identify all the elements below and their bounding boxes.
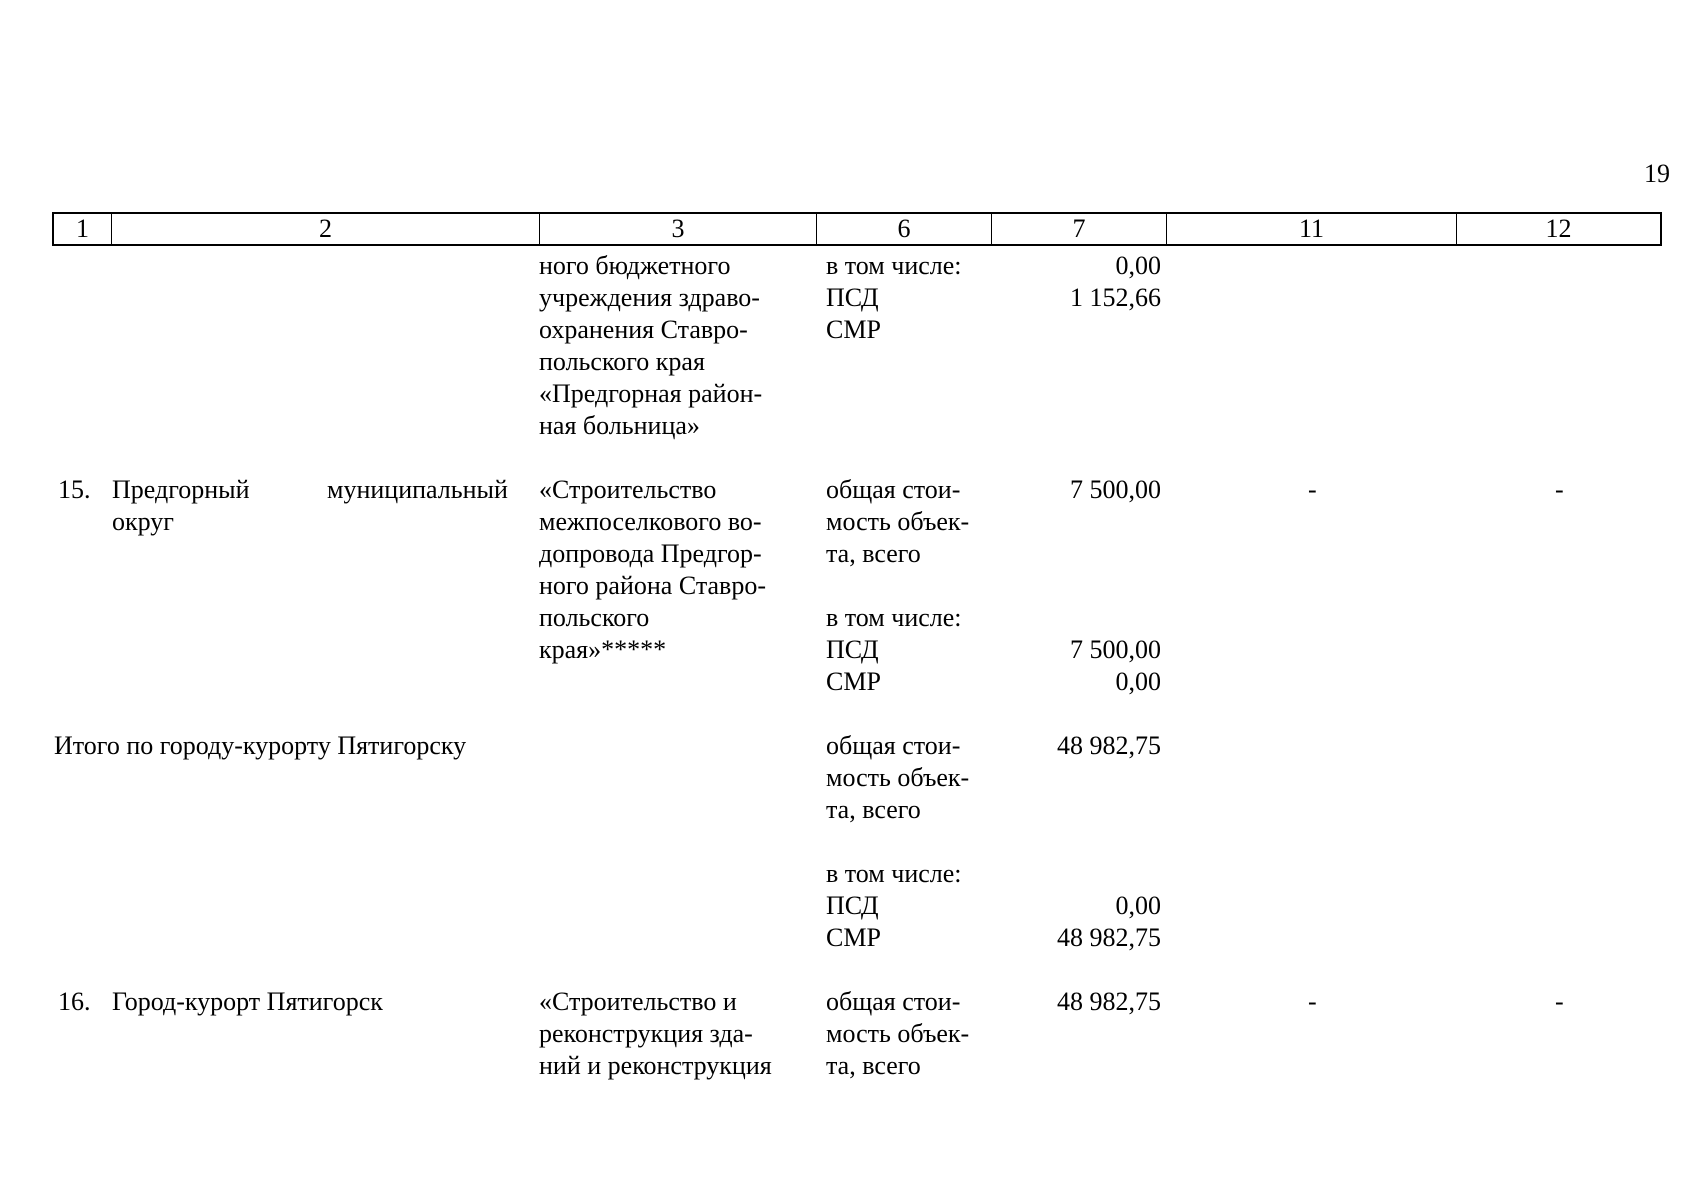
cost-label: та, всего: [826, 539, 921, 568]
object-name-line: межпоселкового во-: [539, 507, 762, 536]
row-number: 15.: [58, 475, 91, 504]
object-name-line: ного района Ставро-: [539, 571, 766, 600]
col6-line: СМР: [826, 315, 881, 344]
col7-value: 1 152,66: [1070, 283, 1161, 312]
header-col-3: 3: [540, 214, 817, 244]
psd-cost: 0,00: [1115, 891, 1161, 920]
municipality-name: округ: [112, 507, 174, 536]
header-col-12: 12: [1545, 214, 1572, 243]
col12-value: -: [1555, 987, 1564, 1016]
cost-label: общая стои-: [826, 475, 961, 504]
header-col-2: 2: [112, 214, 540, 244]
row-number: 16.: [58, 987, 91, 1016]
object-name-line: реконструкция зда-: [539, 1019, 753, 1048]
cost-label: та, всего: [826, 795, 921, 824]
col3-line: ная больница»: [539, 411, 700, 440]
col3-line: учреждения здраво-: [539, 283, 760, 312]
col11-value: -: [1308, 987, 1317, 1016]
cost-label: общая стои-: [826, 731, 961, 760]
header-col-1: 1: [54, 214, 112, 244]
cost-label: общая стои-: [826, 987, 961, 1016]
col3-line: ного бюджетного: [539, 251, 731, 280]
object-name-line: «Строительство: [539, 475, 717, 504]
cost-label: ПСД: [826, 891, 879, 920]
col3-line: польского края: [539, 347, 705, 376]
col6-line: в том числе:: [826, 251, 962, 280]
cost-label: СМР: [826, 923, 881, 952]
object-name-line: допровода Предгор-: [539, 539, 762, 568]
col3-line: «Предгорная район-: [539, 379, 763, 408]
column-number-header: [52, 212, 1662, 246]
col6-line: ПСД: [826, 283, 879, 312]
total-cost: 48 982,75: [1057, 731, 1161, 760]
header-col-11: 11: [1167, 214, 1457, 244]
municipality-name: муниципальный: [327, 475, 508, 504]
total-label: Итого по городу-курорту Пятигорску: [54, 731, 467, 760]
cost-label: мость объек-: [826, 763, 970, 792]
object-name-line: края»*****: [539, 635, 667, 664]
cost-label: та, всего: [826, 1051, 921, 1080]
page-number: 19: [1644, 159, 1670, 188]
cost-label: мость объек-: [826, 1019, 970, 1048]
total-cost: 48 982,75: [1057, 987, 1161, 1016]
cost-label: в том числе:: [826, 859, 962, 888]
col3-line: охранения Ставро-: [539, 315, 748, 344]
header-col-6: 6: [817, 214, 992, 244]
municipality-name: Предгорный: [112, 475, 250, 504]
cost-label: ПСД: [826, 635, 879, 664]
smr-cost: 0,00: [1115, 667, 1161, 696]
psd-cost: 7 500,00: [1070, 635, 1161, 664]
cost-label: мость объек-: [826, 507, 970, 536]
col7-value: 0,00: [1115, 251, 1161, 280]
cost-label: СМР: [826, 667, 881, 696]
object-name-line: ний и реконструкция: [539, 1051, 772, 1080]
col12-value: -: [1555, 475, 1564, 504]
smr-cost: 48 982,75: [1057, 923, 1161, 952]
object-name-line: польского: [539, 603, 650, 632]
header-col-7: 7: [992, 214, 1167, 244]
municipality-name: Город-курорт Пятигорск: [112, 987, 383, 1016]
object-name-line: «Строительство и: [539, 987, 737, 1016]
total-cost: 7 500,00: [1070, 475, 1161, 504]
col11-value: -: [1308, 475, 1317, 504]
cost-label: в том числе:: [826, 603, 962, 632]
